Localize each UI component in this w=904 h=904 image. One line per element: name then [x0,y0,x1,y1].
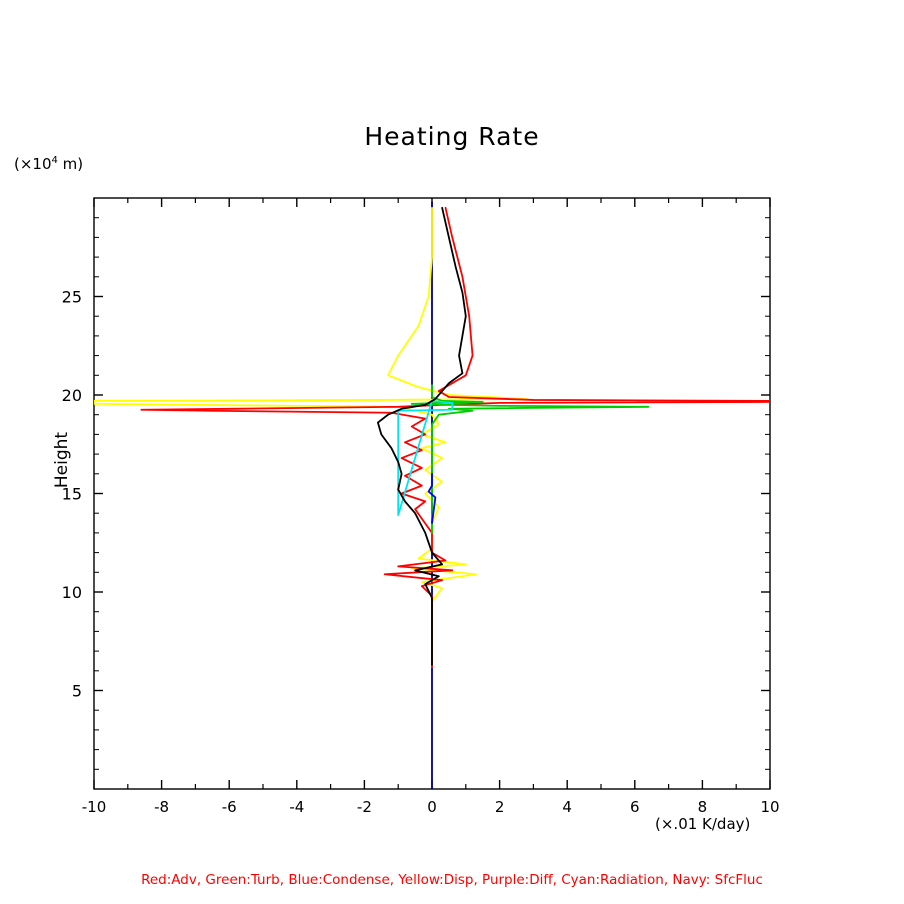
x-tick-label: 10 [760,798,780,816]
y-tick-label: 25 [61,287,82,307]
page-title: Heating Rate [364,122,540,151]
x-tick-label: -8 [154,798,170,816]
x-tick-label: 8 [697,798,708,816]
x-tick-label: 2 [494,798,505,816]
x-tick-label: -10 [81,798,107,816]
x-axis-label: (×.01 K/day) [655,815,751,833]
x-tick-label: 0 [427,798,437,816]
y-axis-label: Height [52,431,72,489]
x-tick-label: -4 [289,798,305,816]
y-axis-unit-label: ($\times 10^4$ m) [14,155,84,173]
x-tick-label: -6 [221,798,237,816]
y-tick-label: 5 [71,681,82,701]
x-tick-label: 4 [562,798,572,816]
y-tick-label: 20 [61,386,82,405]
series-line-turb [412,385,649,533]
series-line-adv [141,208,770,667]
y-tick-label: 10 [61,583,82,602]
x-tick-label: -2 [356,798,372,816]
legend: Red:Adv, Green:Turb, Blue:Condense, Yellow:Disp, Purple:Diff, Cyan:Radiation, Navy: SfcFluc [141,872,763,888]
x-tick-label: 6 [630,798,640,816]
y-tick-label: 15 [61,484,82,504]
